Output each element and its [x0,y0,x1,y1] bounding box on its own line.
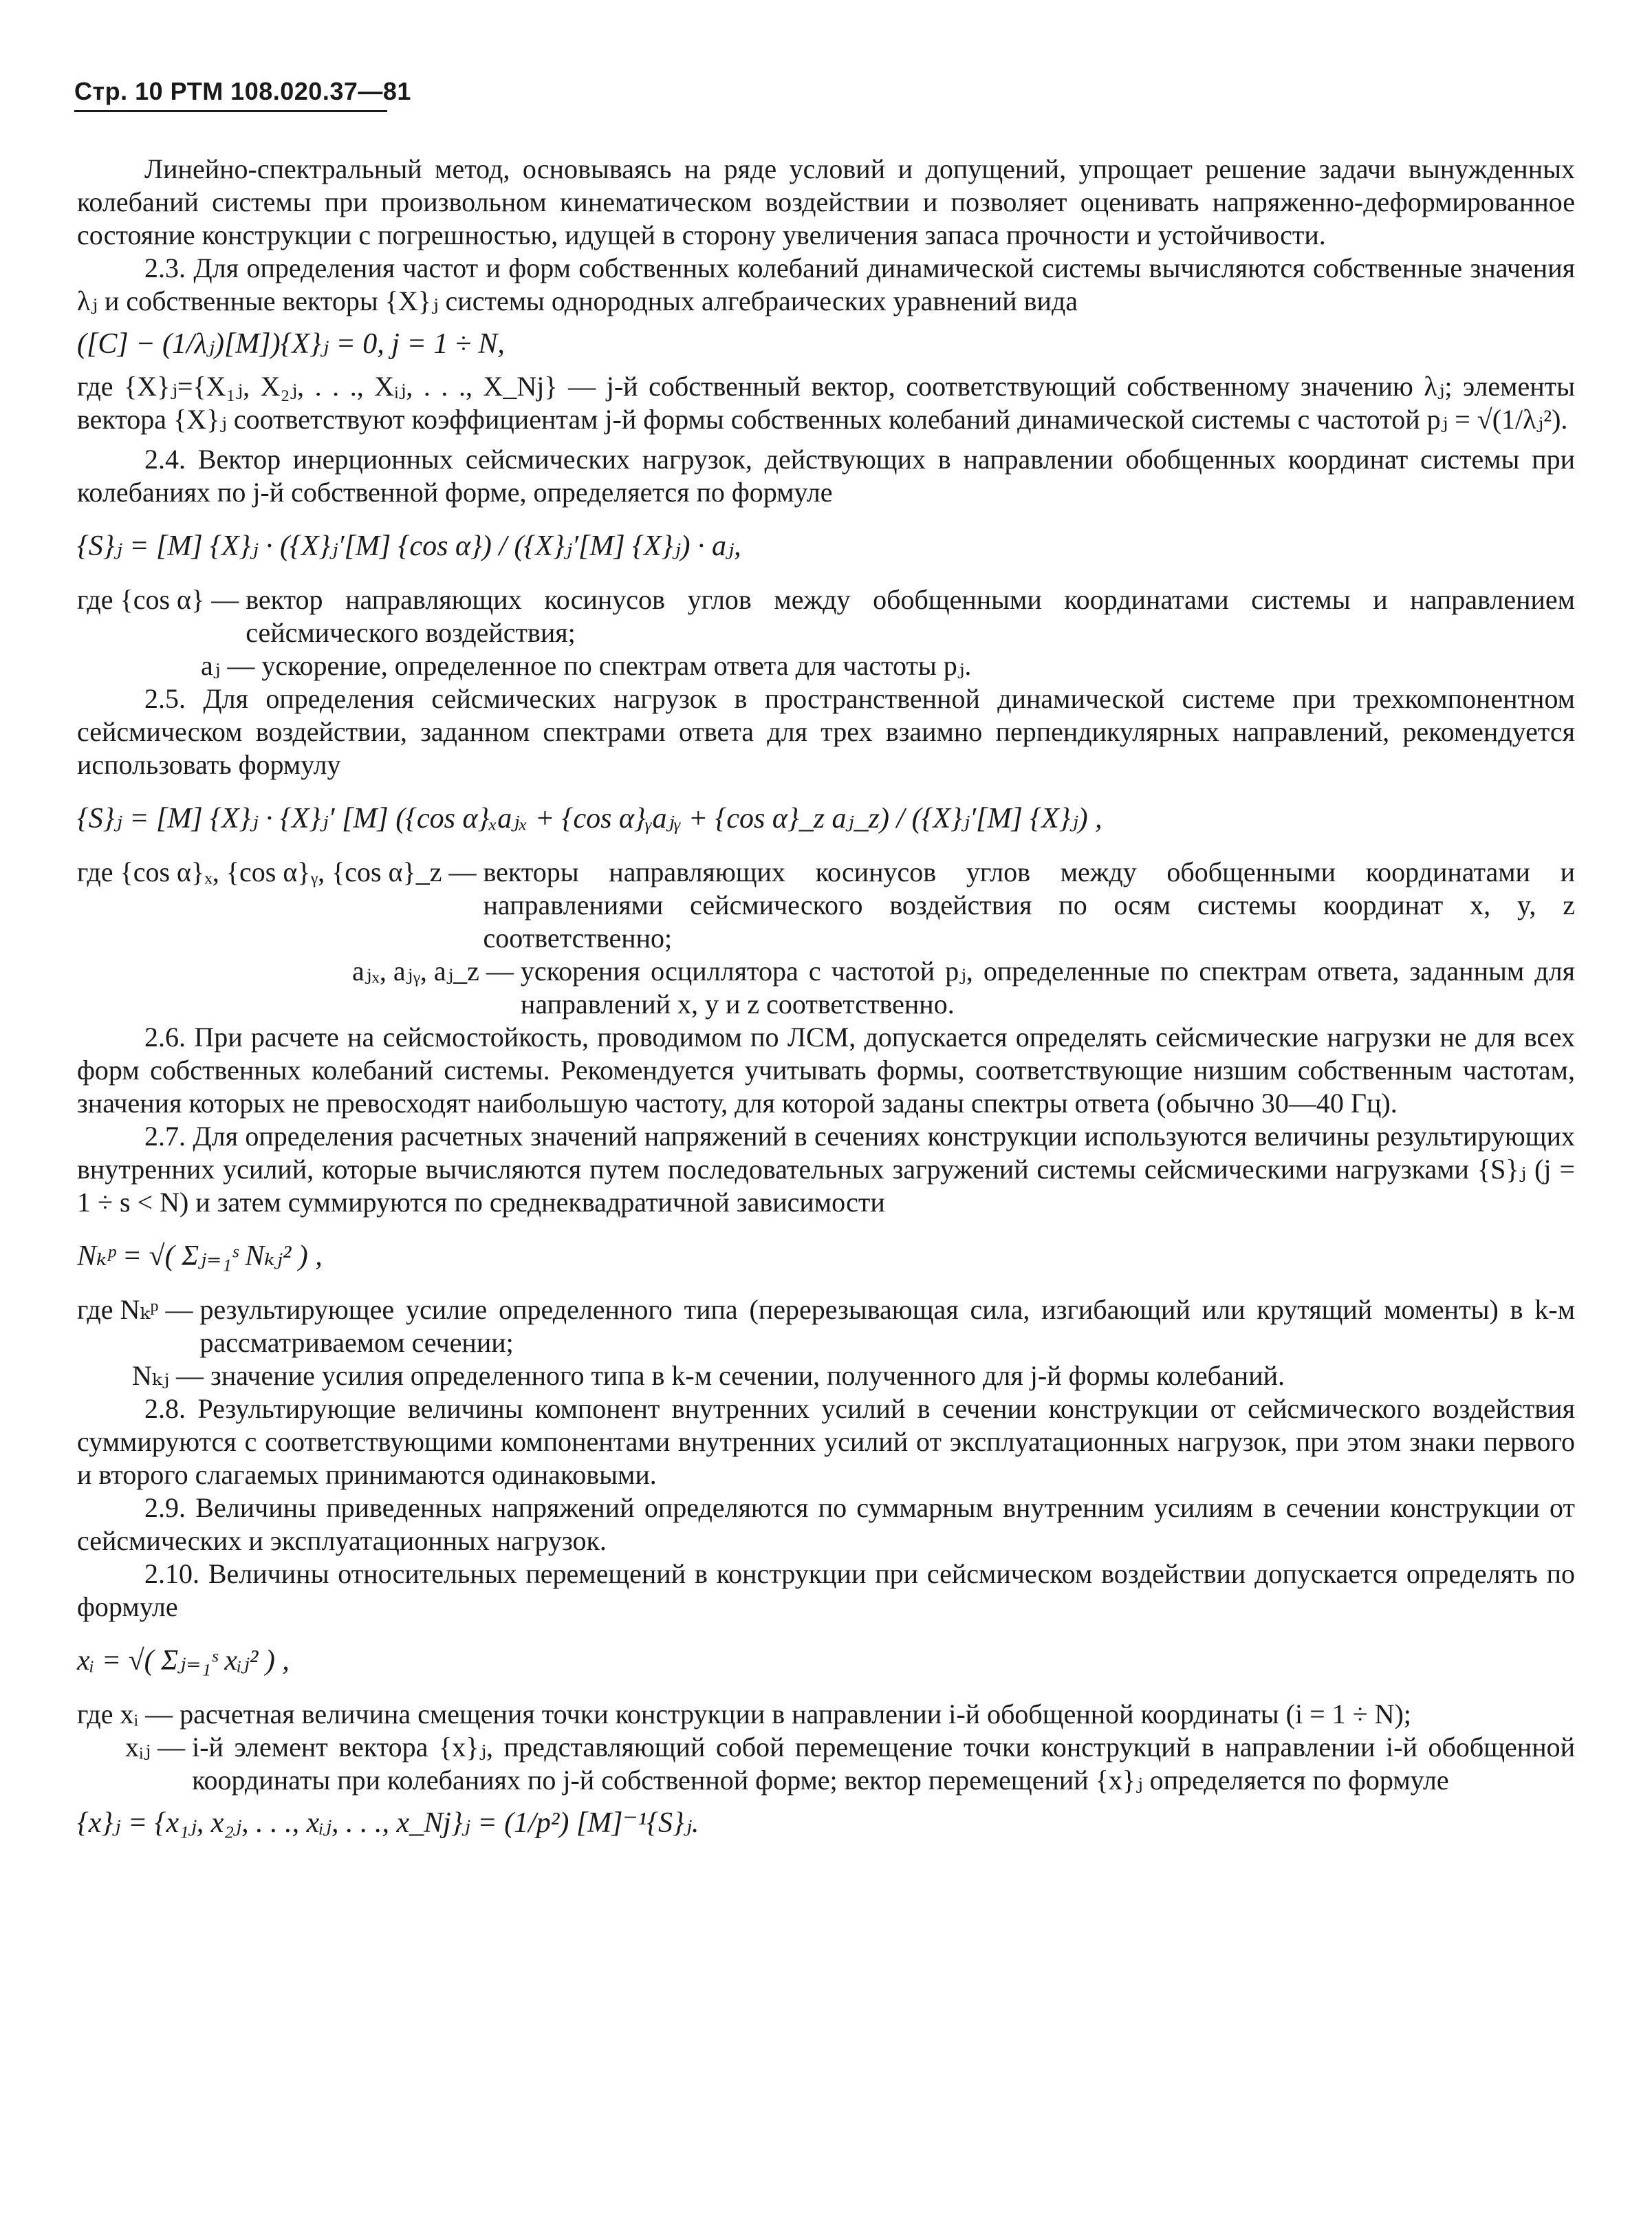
definition-label: xᵢⱼ — [125,1732,186,1763]
definition-cos-xyz [77,856,1575,955]
section-2-7: 2.7. Для определения расчетных значений напряжений в сечениях конструкции используются величины результирующих внутренних усилий, которые вычисляются путем последовательных загружений системы сейсмическими нагрузками {S}ⱼ (j = 1 ÷ s < N) и затем суммируются по среднеквадратичной зависимости [77,1121,1575,1218]
definition-label: где {cos α} — [77,584,239,615]
definition-text: вектор направляющих косинусов углов между обобщенными координатами системы и направлением сейсмического воздействия; [246,584,1575,648]
section-2-10: 2.10. Величины относительных перемещений в конструкции при сейсмическом воздействии допускается определять по формуле [77,1558,1575,1622]
page-header: Стр. 10 РТМ 108.020.37—81 [74,77,411,105]
section-2-6: 2.6. При расчете на сейсмостойкость, проводимом по ЛСМ, допускается определять сейсмические нагрузки не для всех форм собственных колебаний системы. Рекомендуется учитывать формы, соответствующие низшим собственным частотам, значения которых не превосходят наибольшую частоту, для которой заданы спектры ответа (обычно 30—40 Гц). [77,1022,1575,1119]
page-body [77,153,1575,1849]
section-2-3: 2.3. Для определения частот и форм собственных колебаний динамической системы вычисляются собственные значения λⱼ и собственные векторы {X}ⱼ системы однородных алгебраических уравнений вида [77,252,1575,316]
formula-2-5: {S}ⱼ = [M] {X}ⱼ · {X}ⱼ′ [M] ({cos α}ₓaⱼₓ + {cos α}ᵧaⱼᵧ + {cos α}_z aⱼ_z) / ({X}ⱼ′[M] {X}ⱼ) , [77,803,1102,834]
definition-x-i [77,1698,1575,1731]
definition-x-ij [77,1731,1575,1797]
formula-2-7: Nₖᵖ = √( Σⱼ₌₁ˢ Nₖⱼ² ) , [77,1240,323,1272]
section-2-5: 2.5. Для определения сейсмических нагрузок в пространственной динамической системе при трехкомпонентном сейсмическом воздействии, заданном спектрами ответа для трех взаимно перпендикулярных направлений, рекомендуется использовать формулу [77,683,1575,780]
formula-2-4: {S}ⱼ = [M] {X}ⱼ · ({X}ⱼ′[M] {cos α}) / ({X}ⱼ′[M] {X}ⱼ) · aⱼ, [77,530,741,562]
definition-cos-alpha [77,583,1575,649]
definition-label: где xᵢ — [77,1699,173,1729]
formula-2-10: xᵢ = √( Σⱼ₌₁ˢ xᵢⱼ² ) , [77,1645,290,1677]
formula-2-3: ([C] − (1/λⱼ)[M]){X}ⱼ = 0, j = 1 ÷ N, [77,328,505,360]
section-2-3-where: где {X}ⱼ={X₁ⱼ, X₂ⱼ, . . ., Xᵢⱼ, . . ., X_Nj} — j-й собственный вектор, соответствующий собственному значению λⱼ; элементы вектора {X}ⱼ соответствуют коэффициентам j-й формы собственных колебаний динамической системы с частотой pⱼ = √(1/λⱼ²). [77,371,1575,435]
section-2-9: 2.9. Величины приведенных напряжений определяются по суммарным внутренним усилиям в сечении конструкции от сейсмических и эксплуатационных нагрузок. [77,1492,1575,1556]
definition-text: i-й элемент вектора {x}ⱼ, представляющий собой перемещение точки конструкций в направлении i-й обобщенной координаты при колебаниях по j-й собственной форме; вектор перемещений {x}ⱼ определяется по формуле [192,1732,1575,1796]
intro-paragraph: Линейно-спектральный метод, основываясь на ряде условий и допущений, упрощает решение задачи вынужденных колебаний системы при произвольном кинематическом воздействии и позволяет оценивать напряженно-деформированное состояние конструкции с погрешностью, идущей в сторону увеличения запаса прочности и устойчивости. [77,153,1575,250]
section-2-8: 2.8. Результирующие величины компонент внутренних усилий в сечении конструкции от сейсмического воздействия суммируются с соответствующими компонентами внутренних усилий от эксплуатационных нагрузок, при этом знаки первого и второго слагаемых принимаются одинаковыми. [77,1393,1575,1490]
definition-label: Nₖⱼ — [132,1360,204,1391]
definition-text: расчетная величина смещения точки конструкции в направлении i-й обобщенной координаты (i = 1 ÷ N); [180,1699,1411,1729]
definition-text: ускорения осциллятора с частотой pⱼ, определенные по спектрам ответа, заданным для направлений x, y и z соответственно. [520,956,1575,1020]
definition-n-k-p [77,1293,1575,1359]
definition-label: aⱼ — [201,650,255,681]
header-rule [74,110,387,112]
section-2-4: 2.4. Вектор инерционных сейсмических нагрузок, действующих в направлении обобщенных координат системы при колебаниях по j-й собственной форме, определяется по формуле [77,444,1575,508]
definition-text: ускорение, определенное по спектрам ответа для частоты pⱼ. [261,650,972,681]
definition-n-kj [77,1359,1575,1392]
definition-label: где {cos α}ₓ, {cos α}ᵧ, {cos α}_z — [77,856,477,887]
definition-text: значение усилия определенного типа в k-м сечении, полученного для j-й формы колебаний. [210,1360,1285,1391]
formula-2-10-vector: {x}ⱼ = {x₁ⱼ, x₂ⱼ, . . ., xᵢⱼ, . . ., x_Nj}ⱼ = (1/p²) [M]⁻¹{S}ⱼ. [77,1807,699,1839]
definition-text: векторы направляющих косинусов углов между обобщенными координатами и направлениями сейсмического воздействия по осям системы координат x, y, z соответственно; [483,856,1575,953]
definition-a-j [77,649,1575,682]
definition-a-jxyz [77,955,1575,1021]
definition-label: где Nₖᵖ — [77,1294,193,1325]
definition-text: результирующее усилие определенного типа (перерезывающая сила, изгибающий или крутящий моменты) в k-м рассматриваемом сечении; [199,1294,1575,1358]
definition-label: aⱼₓ, aⱼᵧ, aⱼ_z — [352,956,514,987]
